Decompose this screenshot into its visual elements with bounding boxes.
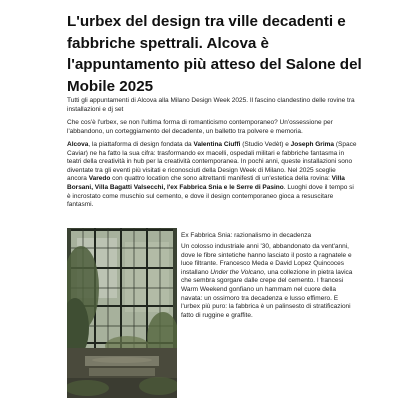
greenhouse-illustration <box>67 228 177 398</box>
body-text: , una collezione in pietra lavica che sembra sgorgare dalle crepe del cemento. I francesi Warm Weekend gonfiano un hammam nel cuore della navata: un ossimoro tra decadenza e lusso effimero. E l'urbex più puro: la fabbrica è un palinsesto di stratificazioni fatto di ruggine e graffite. <box>181 268 353 319</box>
greenhouse-photo <box>67 228 177 398</box>
body-text: , la piattaforma di design fondata da <box>88 141 194 148</box>
section-body-paragraph <box>181 243 357 320</box>
body-text: (Space Caviar) ne ha fatto la sua cifra: trasformando ex macelli, ospedali militari e fabbriche fantasma in teatri della creatività in hub per la creatività contemporanea. In pochi anni, queste installazioni sono diventate tra gli eventi più visitati e riconosciuti della Design Week di Milano. Nel 2025 sceglie ancora <box>67 141 357 183</box>
article-intro: Tutti gli appuntamenti di Alcova alla Milano Design Week 2025. Il fascino clandestino delle rovine tra installazioni e dj set <box>67 97 355 113</box>
body-text: (Studio Vedèt) e <box>240 141 291 148</box>
bold-locations: Villa Borsani, Villa Bagatti Valsecchi, l'ex Fabbrica Snia e le Serre di Pasino <box>67 175 345 191</box>
article-body-paragraph <box>67 141 357 210</box>
bold-valentina-ciuffi: Valentina Ciuffi <box>193 141 241 148</box>
body-text: . Luoghi dove il tempo si è incrostato come muschio sul cemento, e dove il design contemporaneo gioca a resuscitare fantasmi. <box>67 183 354 209</box>
bold-varedo: Varedo <box>88 175 111 183</box>
section-caption: Ex Fabbrica Snia: razionalismo in decadenza <box>181 232 312 239</box>
article-question-paragraph: Che cos'è l'urbex, se non l'ultima forma di romanticismo contemporaneo? Un'ossessione per l'abbandono, un corteggiamento del decadente, un balletto tra polvere e memoria. <box>67 119 333 135</box>
bold-joseph-grima: Joseph Grima <box>290 141 335 148</box>
article-title: L'urbex del design tra ville decadenti e fabbriche spettrali. Alcova è l'appuntamento più atteso del Salone del Mobile 2025 <box>67 13 362 95</box>
bold-alcova: Alcova <box>67 141 89 148</box>
body-text: Un colosso industriale anni '30, abbandonato da vent'anni, dove le fibre sintetiche hanno lasciato il posto a ragnatele e luce filtrante. Francesco Meda e David Lopez Quincoces installano <box>181 243 352 276</box>
italic-under-the-volcano: Under the Volcano <box>210 268 264 276</box>
body-text: con quattro location che sono altrettanti manifesti di un'estetica della rovina: <box>110 175 332 183</box>
